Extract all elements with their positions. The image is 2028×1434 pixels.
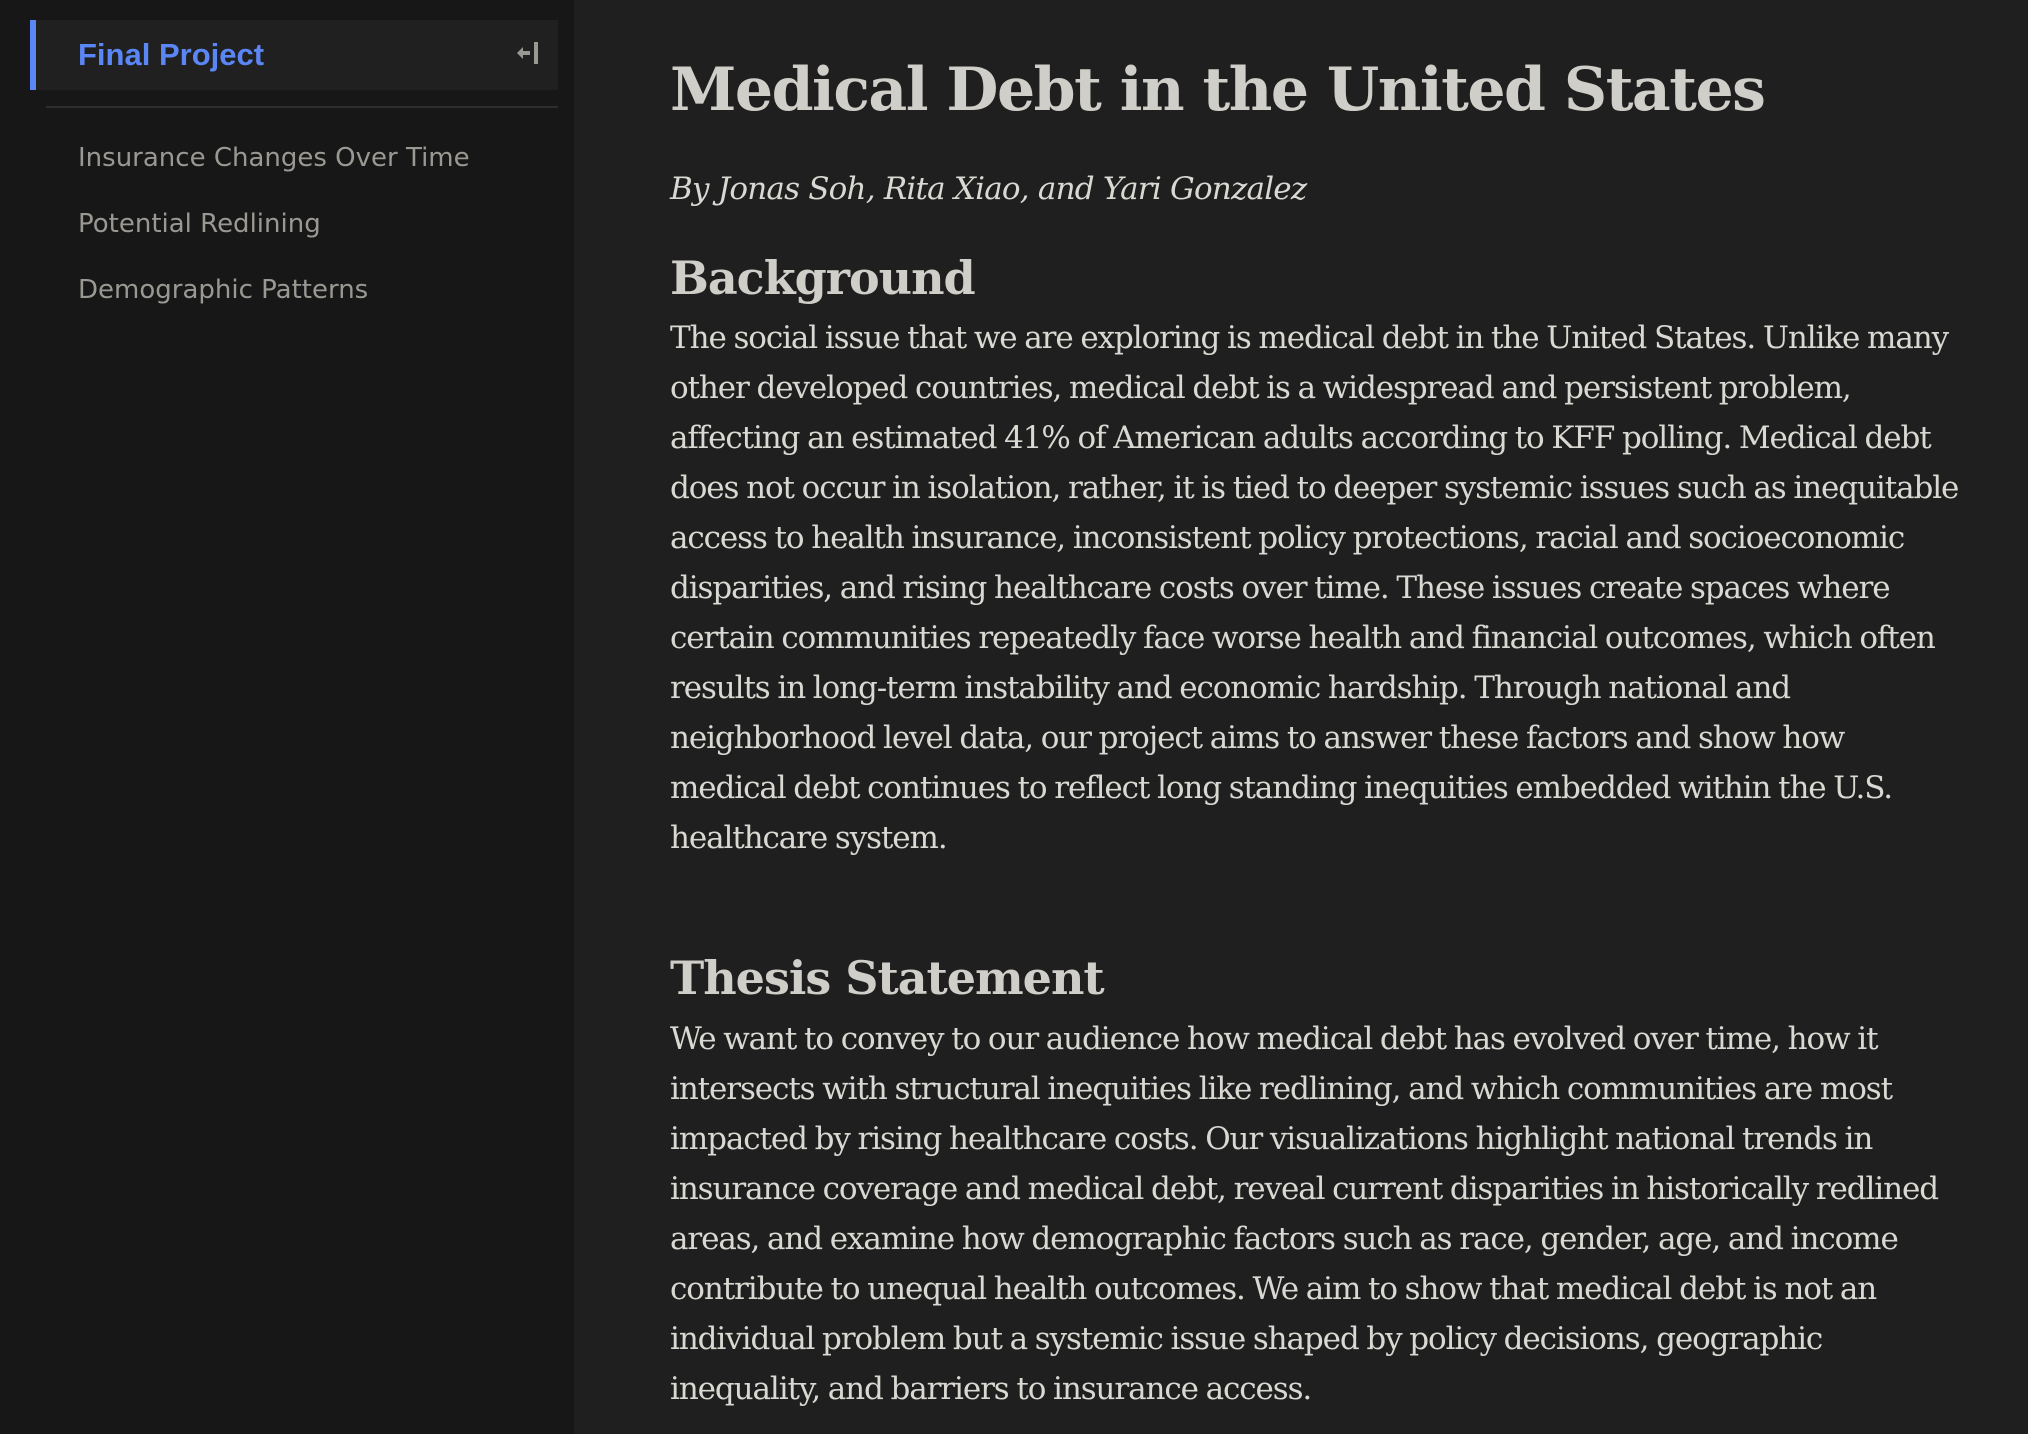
- sidebar-item-demographic-patterns[interactable]: Demographic Patterns: [78, 275, 369, 305]
- section-body-thesis-statement: We want to convey to our audience how medical debt has evolved over time, how it intersects with structural inequities like redlining, and which communities are most impacted by rising healthcare costs. Our visualizations highlight national trends in insurance coverage and medical debt, reveal current disparities in historically redlined areas, and examine how demographic factors such as race, gender, age, and income contribute to unequal health outcomes. We aim to show that medical debt is not an individual problem but a systemic issue shaped by policy decisions, geographic inequality, and barriers to insurance access.: [670, 1021, 1938, 1407]
- section-body-background: The social issue that we are exploring is medical debt in the United States. Unlike many other developed countries, medical debt is a widespread and persistent problem, affecting an estimated 41% of American adults according to KFF polling. Medical debt does not occur in isolation, rather, it is tied to deeper systemic issues such as inequitable access to health insurance, inconsistent policy protections, racial and socioeconomic disparities, and rising healthcare costs over time. These issues create spaces where certain communities repeatedly face worse health and financial outcomes, which often results in long-term instability and economic hardship. Through national and neighborhood level data, our project aims to answer these factors and show how medical debt continues to reflect long standing inequities embedded within the U.S. healthcare system.: [670, 320, 1959, 856]
- collapse-sidebar-button[interactable]: [510, 37, 544, 73]
- sidebar-item-insurance-changes-over-time[interactable]: Insurance Changes Over Time: [78, 143, 470, 173]
- page-title: Medical Debt in the United States: [670, 55, 1765, 125]
- active-indicator: [30, 20, 36, 90]
- sidebar-divider: [46, 106, 558, 108]
- author-byline: By Jonas Soh, Rita Xiao, and Yari Gonzalez: [670, 171, 1307, 207]
- section-heading-background: Background: [670, 251, 975, 305]
- project-title-link[interactable]: Final Project: [78, 37, 265, 72]
- sidebar-item-potential-redlining[interactable]: Potential Redlining: [78, 209, 321, 239]
- collapse-sidebar-icon: [515, 40, 539, 71]
- section-heading-thesis-statement: Thesis Statement: [670, 951, 1104, 1005]
- sidebar-header-active-item[interactable]: [30, 20, 558, 90]
- sidebar-nav: [78, 138, 470, 336]
- sidebar: [0, 0, 574, 1434]
